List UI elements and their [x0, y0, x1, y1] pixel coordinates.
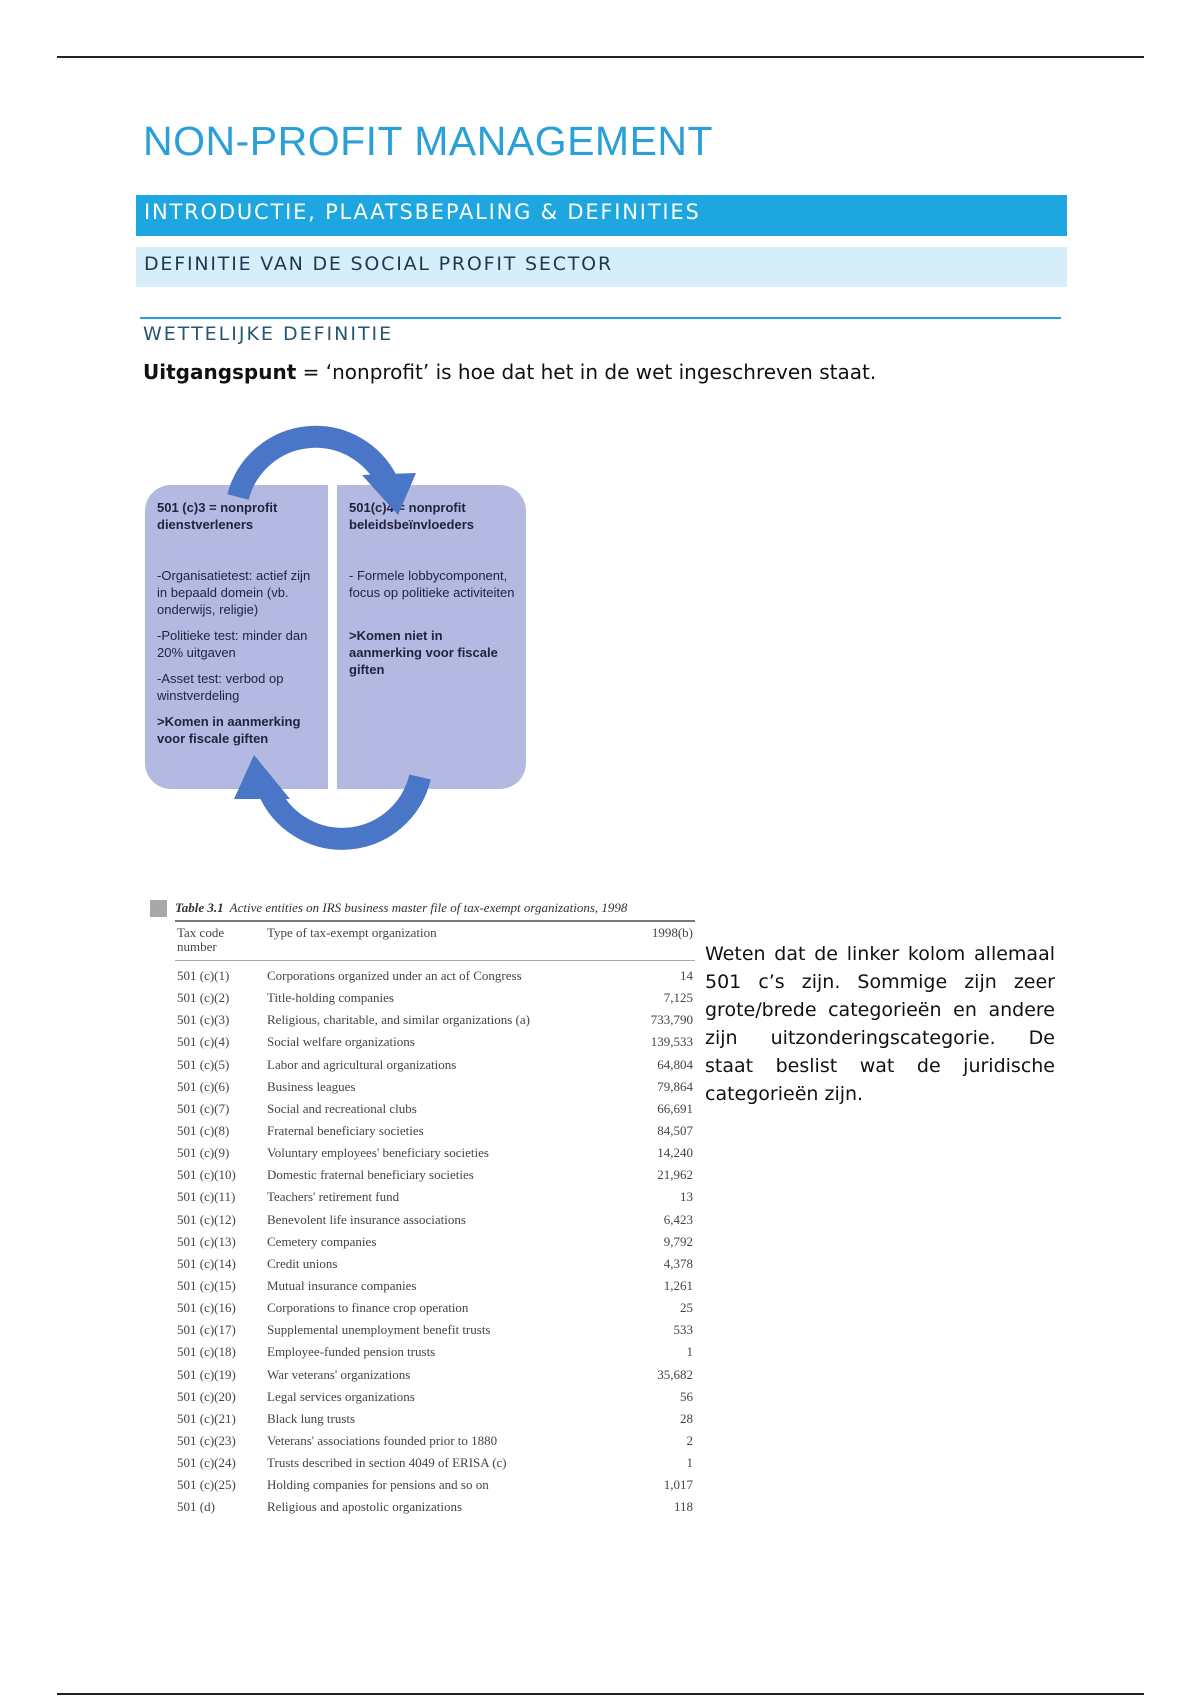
cell-code: 501 (c)(14): [177, 1255, 236, 1271]
cell-type: Voluntary employees' beneficiary societies: [267, 1145, 489, 1161]
cell-code: 501 (c)(17): [177, 1322, 236, 1338]
panel-left-bullet: -Politieke test: minder dan 20% uitgaven: [157, 628, 308, 660]
table-row: [175, 1009, 695, 1031]
table-caption: [150, 898, 695, 918]
cell-code: 501 (c)(3): [177, 1012, 230, 1028]
cell-code: 501 (d): [177, 1499, 215, 1515]
cell-value: 66,691: [657, 1100, 693, 1116]
table-row: [175, 1364, 695, 1386]
cell-type: Black lung trusts: [267, 1410, 356, 1426]
table-row: [175, 1253, 695, 1275]
cell-type: Domestic fraternal beneficiary societies: [267, 1167, 474, 1183]
cell-code: 501 (c)(1): [177, 968, 230, 984]
cell-type: Social and recreational clubs: [267, 1100, 417, 1116]
table-row: [175, 1209, 695, 1231]
intro-rest: = ‘nonprofit’ is hoe dat het in de wet ingeschreven staat.: [296, 360, 877, 384]
cell-code: 501 (c)(13): [177, 1233, 236, 1249]
table-row: [175, 1120, 695, 1142]
cell-value: 14: [680, 968, 693, 984]
header-code: Tax code number: [175, 921, 265, 961]
cell-value: 64,804: [657, 1056, 693, 1072]
cell-code: 501 (c)(24): [177, 1455, 236, 1471]
table-row: [175, 1231, 695, 1253]
tax-exempt-table-figure: [150, 898, 695, 1519]
cell-code: 501 (c)(2): [177, 990, 230, 1006]
cell-value: 14,240: [657, 1145, 693, 1161]
cell-type: Supplemental unemployment benefit trusts: [267, 1322, 491, 1338]
arrow-top-head-icon: [362, 473, 416, 515]
cell-value: 1: [686, 1455, 693, 1471]
cell-value: 7,125: [663, 990, 693, 1006]
table-row: [175, 1319, 695, 1341]
cell-type: Holding companies for pensions and so on: [267, 1477, 489, 1493]
table-row: [175, 1386, 695, 1408]
table-row: [175, 1031, 695, 1053]
cell-value: 139,533: [650, 1034, 693, 1050]
cell-code: 501 (c)(25): [177, 1477, 236, 1493]
cell-code: 501 (c)(10): [177, 1167, 236, 1183]
table-row: [175, 1452, 695, 1474]
table-label: Table 3.1: [175, 900, 224, 915]
panel-left-title: 501 (c)3 = nonprofit dienstverleners: [157, 500, 278, 532]
panel-left-note: >Komen in aanmerking voor fiscale giften: [157, 714, 301, 746]
cell-value: 28: [680, 1410, 693, 1426]
cell-code: 501 (c)(6): [177, 1078, 230, 1094]
cell-code: 501 (c)(16): [177, 1300, 236, 1316]
side-note: Weten dat de linker kolom allemaal 501 c’s zijn. Sommige zijn zeer grote/brede categorieën en andere zijn uitzonderingscategorie. De staat beslist wat de juridische categorieën zijn.: [705, 943, 1055, 1105]
cell-code: 501 (c)(9): [177, 1145, 230, 1161]
cell-value: 21,962: [657, 1167, 693, 1183]
cycle-arrows: [140, 405, 540, 865]
cell-type: War veterans' organizations: [267, 1366, 411, 1382]
table-row: [175, 961, 695, 988]
cell-code: 501 (c)(12): [177, 1211, 236, 1227]
cell-code: 501 (c)(20): [177, 1388, 236, 1404]
table-row: [175, 1164, 695, 1186]
cell-type: Title-holding companies: [267, 990, 394, 1006]
cell-type: Corporations organized under an act of Congress: [267, 968, 522, 984]
cell-code: 501 (c)(4): [177, 1034, 230, 1050]
table-row: [175, 1341, 695, 1363]
table-row: [175, 1430, 695, 1452]
header-value: 1998(b): [631, 921, 695, 961]
panel-right-note: >Komen niet in aanmerking voor fiscale giften: [349, 628, 498, 677]
heading-2-bar: DEFINITIE VAN DE SOCIAL PROFIT SECTOR: [136, 247, 1067, 287]
cell-type: Social welfare organizations: [267, 1034, 415, 1050]
cell-code: 501 (c)(8): [177, 1123, 230, 1139]
cell-code: 501 (c)(11): [177, 1189, 236, 1205]
table-row: [175, 1297, 695, 1319]
cell-type: Labor and agricultural organizations: [267, 1056, 457, 1072]
cell-value: 118: [673, 1499, 693, 1515]
panel-left-bullet: -Organisatietest: actief zijn in bepaald domein (vb. onderwijs, religie): [157, 568, 311, 617]
table-body: [175, 961, 695, 1519]
table-row: [175, 1496, 695, 1518]
intro-bold: Uitgangspunt: [143, 360, 297, 384]
cell-value: 25: [680, 1300, 693, 1316]
cell-type: Legal services organizations: [267, 1388, 415, 1404]
cell-value: 533: [673, 1322, 693, 1338]
table-row: [175, 1474, 695, 1496]
cell-type: Mutual insurance companies: [267, 1278, 417, 1294]
heading-1-bar: INTRODUCTIE, PLAATSBEPALING & DEFINITIES: [136, 195, 1067, 236]
cell-type: Fraternal beneficiary societies: [267, 1123, 424, 1139]
table-row: [175, 1408, 695, 1430]
cell-value: 2: [686, 1433, 693, 1449]
table-row: [175, 987, 695, 1009]
panel-right-title: 501(c)4 = nonprofit beleidsbeïnvloeders: [349, 500, 474, 532]
cell-type: Religious, charitable, and similar organizations (a): [267, 1012, 530, 1028]
cell-value: 6,423: [663, 1211, 693, 1227]
cell-type: Benevolent life insurance associations: [267, 1211, 466, 1227]
cell-type: Employee-funded pension trusts: [267, 1344, 436, 1360]
cell-type: Teachers' retirement fund: [267, 1189, 400, 1205]
cell-code: 501 (c)(19): [177, 1366, 236, 1382]
cell-type: Trusts described in section 4049 of ERISA (c): [267, 1455, 507, 1471]
cell-value: 9,792: [663, 1233, 693, 1249]
table-row: [175, 1054, 695, 1076]
document-title: NON-PROFIT MANAGEMENT: [143, 118, 714, 164]
cell-type: Credit unions: [267, 1255, 338, 1271]
cell-value: 4,378: [663, 1255, 693, 1271]
intro-paragraph: [143, 360, 876, 384]
table-row: [175, 1098, 695, 1120]
top-rule: [57, 56, 1144, 58]
arrow-bottom-head-icon: [234, 755, 290, 799]
table-caption-text: Active entities on IRS business master file of tax-exempt organizations, 1998: [229, 900, 628, 915]
cell-type: Cemetery companies: [267, 1233, 377, 1249]
heading-3: WETTELIJKE DEFINITIE: [143, 323, 394, 345]
cell-value: 733,790: [650, 1012, 693, 1028]
bottom-rule: [57, 1693, 1144, 1695]
cell-type: Business leagues: [267, 1078, 356, 1094]
cell-value: 1,017: [663, 1477, 693, 1493]
cell-value: 1: [686, 1344, 693, 1360]
cell-code: 501 (c)(21): [177, 1410, 236, 1426]
cell-code: 501 (c)(15): [177, 1278, 236, 1294]
cycle-diagram: [140, 405, 540, 865]
cell-code: 501 (c)(18): [177, 1344, 236, 1360]
cell-type: Corporations to finance crop operation: [267, 1300, 469, 1316]
cell-code: 501 (c)(5): [177, 1056, 230, 1072]
cell-value: 79,864: [657, 1078, 693, 1094]
table-row: [175, 1186, 695, 1208]
cell-type: Veterans' associations founded prior to 1880: [267, 1433, 498, 1449]
panel-left-bullet: -Asset test: verbod op winstverdeling: [157, 671, 284, 703]
cell-type: Religious and apostolic organizations: [267, 1499, 463, 1515]
arrow-top-icon: [238, 437, 388, 497]
cell-value: 1,261: [663, 1278, 693, 1294]
table-row: [175, 1142, 695, 1164]
header-type: Type of tax-exempt organization: [265, 921, 631, 961]
table-row: [175, 1076, 695, 1098]
cell-value: 13: [680, 1189, 693, 1205]
cell-code: 501 (c)(7): [177, 1100, 230, 1116]
panel-right-bullet: - Formele lobbycomponent, focus op politieke activiteiten: [349, 568, 515, 600]
heading-3-rule: [140, 317, 1061, 319]
cell-code: 501 (c)(23): [177, 1433, 236, 1449]
table-header-row: [175, 921, 695, 961]
cell-value: 35,682: [657, 1366, 693, 1382]
cell-value: 56: [680, 1388, 693, 1404]
caption-square-icon: [150, 900, 167, 917]
cell-value: 84,507: [657, 1123, 693, 1139]
table-row: [175, 1275, 695, 1297]
tax-exempt-table: [175, 920, 695, 1519]
arrow-bottom-icon: [268, 777, 420, 839]
